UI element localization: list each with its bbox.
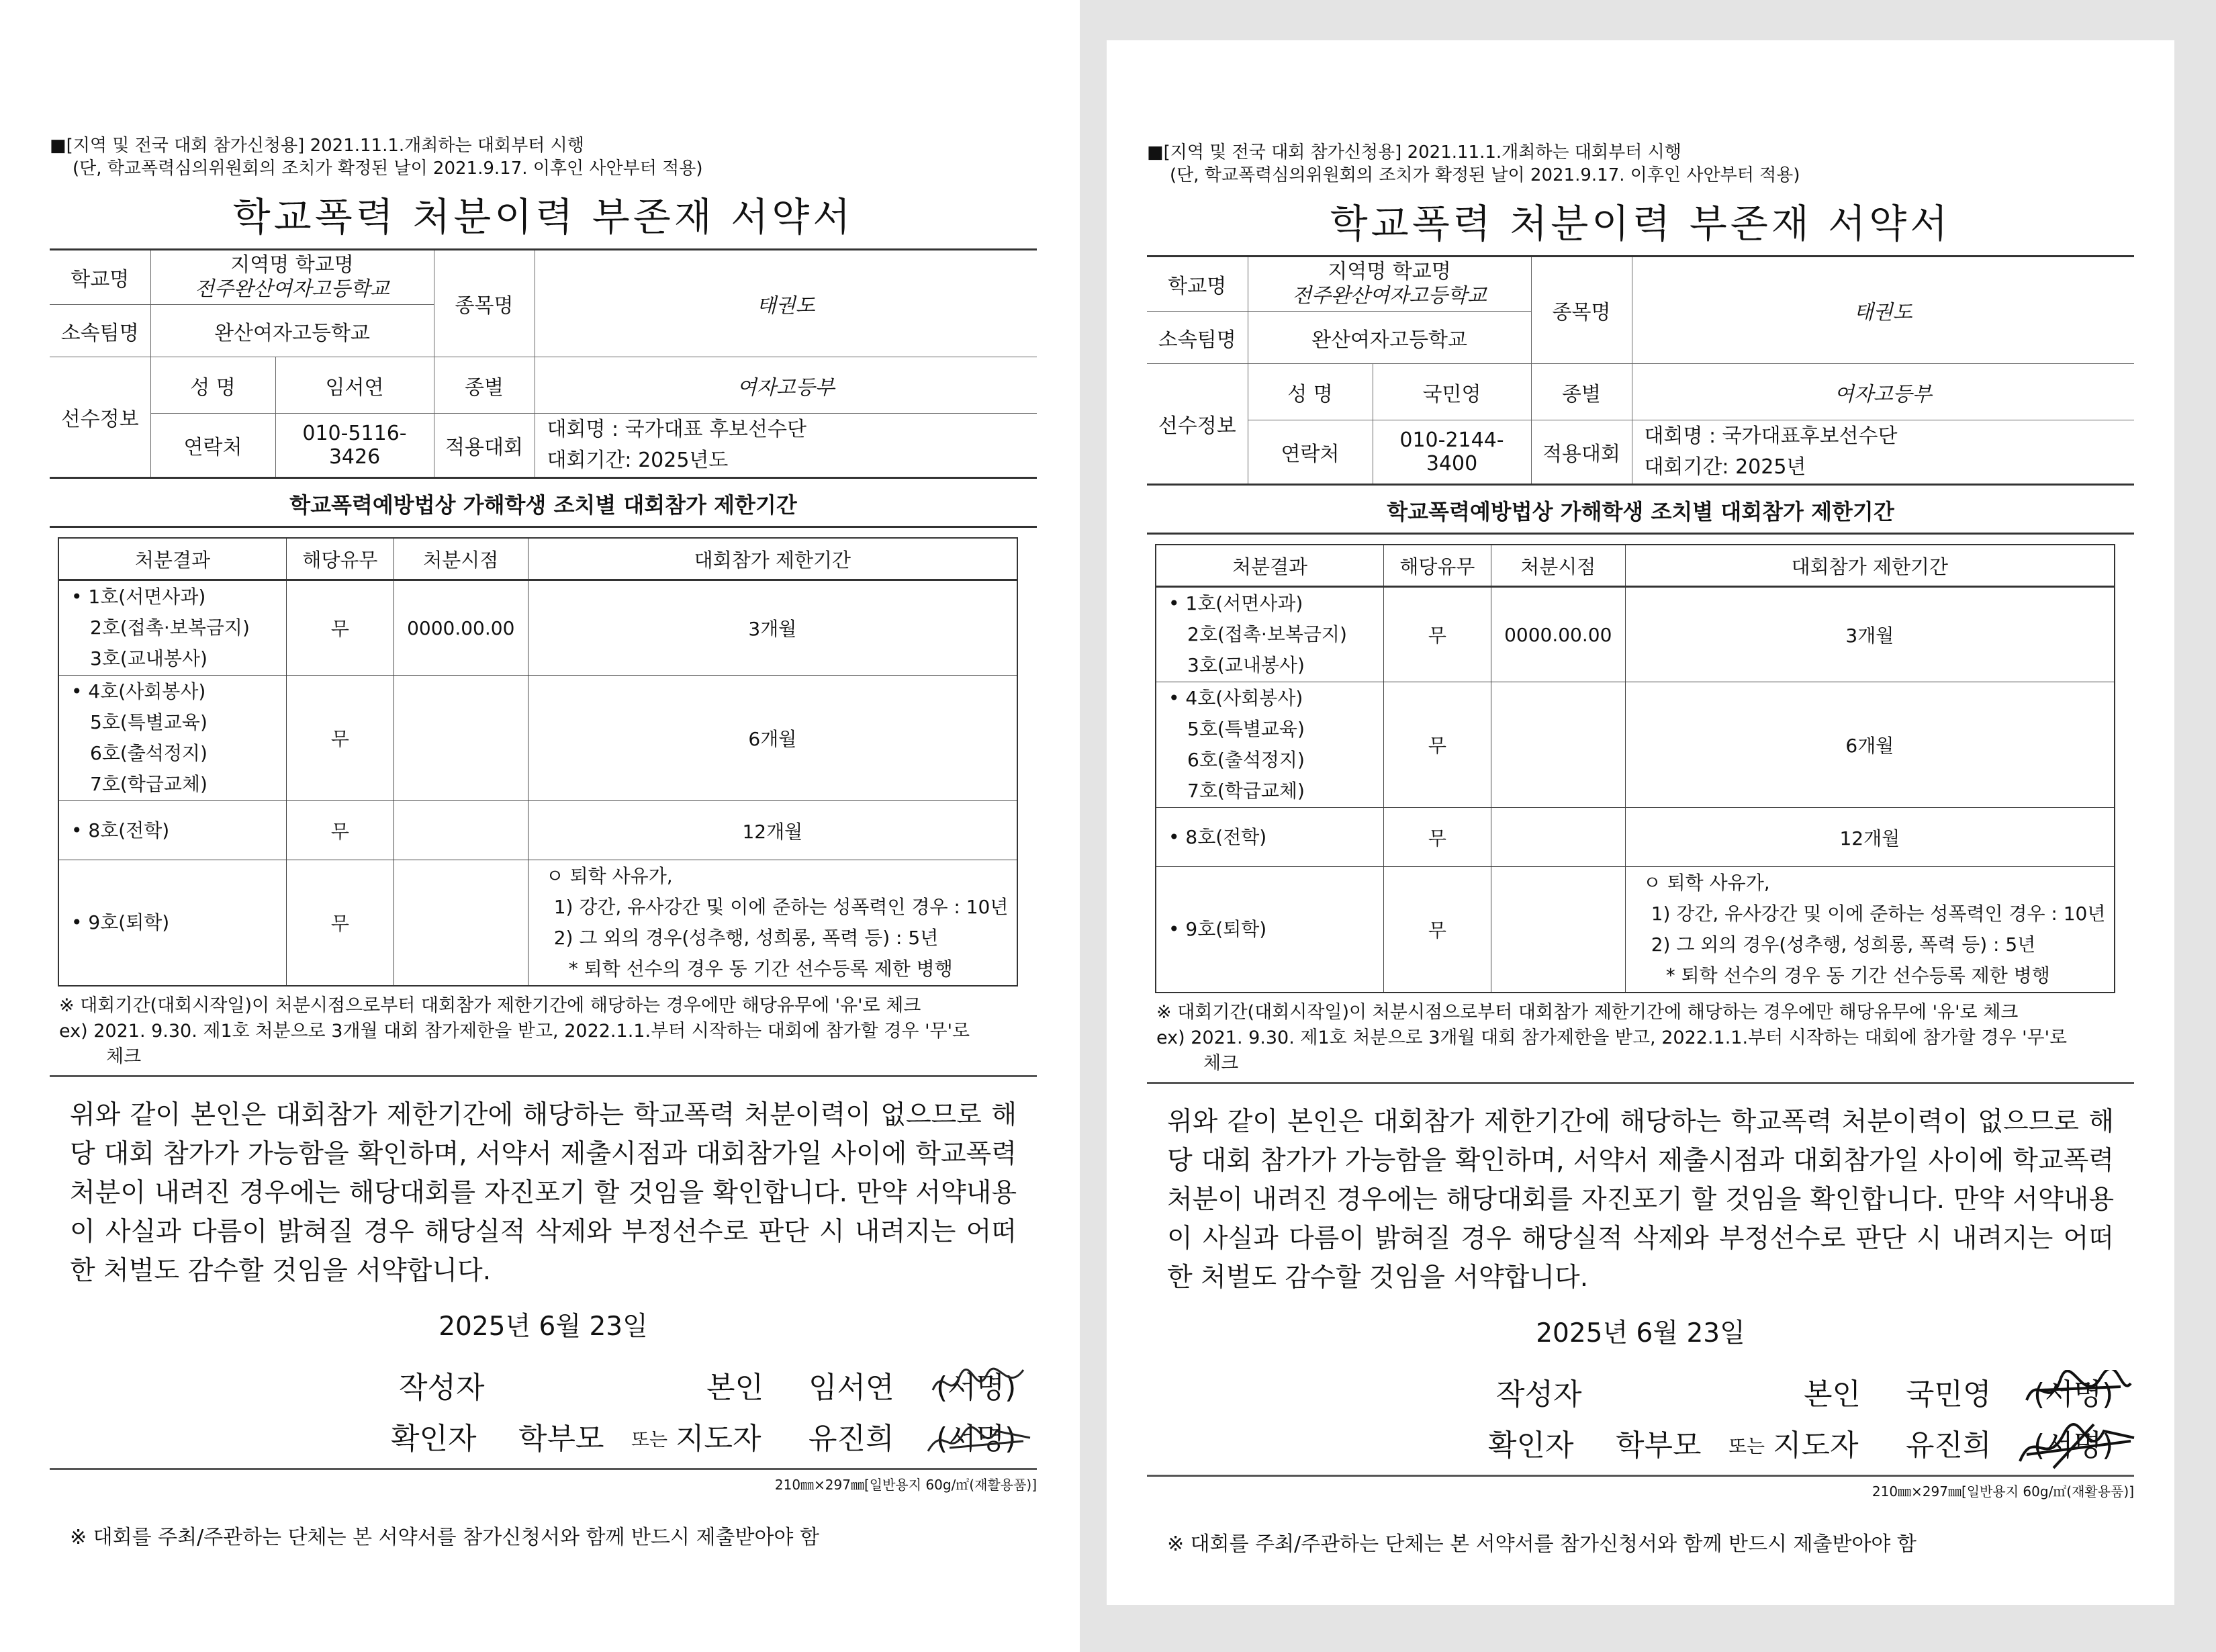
writer-name: 국민영 [1906, 1377, 1992, 1412]
competition-name: 대회명 : 국가대표 후보선수단 [547, 418, 806, 441]
notice-line-1: ■[지역 및 전국 대회 참가신청용] 2021.11.1.개최하는 대회부터 시행 [50, 136, 584, 156]
restriction-line: * 퇴학 선수의 경우 동 기간 선수등록 제한 병행 [1665, 964, 2050, 986]
divider [50, 526, 1037, 528]
disposition-date [394, 801, 528, 860]
applicable-value: 무 [287, 580, 394, 676]
restriction-line: 1) 강간, 유사강간 및 이에 준하는 성폭력인 경우 : 10년 [1651, 903, 2106, 925]
disposition-line: • 4호(사회봉사) [1168, 687, 1303, 709]
writer-sign-label: (서명) [936, 1371, 1017, 1405]
signature-icon [929, 1363, 1030, 1404]
disposition-date [394, 860, 528, 986]
restriction-value: 3개월 [528, 580, 1017, 676]
or-label: 또는 [1728, 1435, 1765, 1457]
player-info-label: 선수정보 [1147, 364, 1248, 485]
self-label: 본인 [1804, 1377, 1861, 1412]
footnote-line: ※ 대회기간(대회시작일)이 처분시점으로부터 대회참가 제한기간에 해당하는 경우에만 해당유무에 '유'로 체크 [59, 995, 921, 1016]
table-row [1156, 867, 2115, 993]
divider [1147, 533, 2134, 535]
penalty-table [58, 537, 1018, 986]
disposition-line: 2호(접촉·보복금지) [90, 616, 250, 639]
pledge-text: 위와 같이 본인은 대회참가 제한기간에 해당하는 학교폭력 처분이력이 없으므로 해당 대회 참가가 가능함을 확인하며, 서약서 제출시점과 대회참가일 사이에 학교폭력 처분이 내려진 경우에는 해당대회를 자진포기 할 것임을 확인합니다. 만약 서약내용이 사실과 다름이 밝혀질 경우 해당실적 삭제와 부정선수로 판단 시 내려지는 어떠한 처벌도 감수할 것임을 서약합니다. [70, 1100, 1017, 1286]
header-date: 처분시점 [1491, 545, 1625, 587]
confirmer-row [50, 1414, 1037, 1461]
disposition-date [1491, 867, 1625, 993]
disposition-cell [1156, 587, 1384, 682]
header-restriction: 대회참가 제한기간 [528, 538, 1017, 580]
disposition-line: • 1호(서면사과) [71, 586, 206, 608]
contact-value: 010-2144-3400 [1373, 420, 1531, 485]
school-name: 전주완산여자고등학교 [1292, 284, 1487, 308]
disposition-line: • 8호(전학) [1168, 825, 1267, 848]
sport-label: 종목명 [434, 250, 535, 357]
competition-cell [1632, 420, 2134, 485]
confirmer-name: 유진희 [1906, 1428, 1992, 1463]
footnote-line: 체크 [1203, 1053, 1239, 1074]
form-title: 학교폭력 처분이력 부존재 서약서 [232, 194, 854, 240]
disposition-line: 6호(출석정지) [1187, 749, 1305, 771]
confirmer-row [1147, 1421, 2134, 1468]
confirmer-label: 확인자 [1488, 1428, 1574, 1463]
team-name: 완산여자고등학교 [1248, 312, 1531, 364]
name-label: 성 명 [150, 357, 275, 414]
footnote-line: ex) 2021. 9.30. 제1호 처분으로 3개월 대회 참가제한을 받고, 2022.1.1.부터 시작하는 대회에 참가할 경우 '무'로 [59, 1021, 970, 1042]
coach-label: 지도자 [1773, 1428, 1859, 1463]
applicable-value: 무 [1384, 682, 1491, 808]
restriction-value: 12개월 [528, 801, 1017, 860]
disposition-cell [58, 801, 287, 860]
team-name: 완산여자고등학교 [150, 305, 434, 357]
writer-name: 임서연 [809, 1371, 894, 1405]
sport-label: 종목명 [1531, 257, 1632, 364]
section-title: 학교폭력예방법상 가해학생 조치별 대회참가 제한기간 [1387, 499, 1894, 524]
bottom-note: ※ 대회를 주최/주관하는 단체는 본 서약서를 참가신청서와 함께 반드시 제출받아야 함 [70, 1526, 819, 1549]
school-cell [1248, 257, 1531, 312]
disposition-date [394, 676, 528, 801]
footnote-line: ※ 대회기간(대회시작일)이 처분시점으로부터 대회참가 제한기간에 해당하는 경우에만 해당유무에 '유'로 체크 [1156, 1002, 2019, 1023]
header-disposition: 처분결과 [58, 538, 287, 580]
disposition-line: • 9호(퇴학) [1168, 918, 1267, 940]
footnote-line: 체크 [106, 1046, 142, 1067]
info-table [1147, 255, 2134, 486]
restriction-value: 12개월 [1625, 808, 2115, 867]
team-label: 소속팀명 [50, 305, 150, 357]
paper-spec: 210㎜×297㎜[일반용지 60g/㎡(재활용품)] [1147, 1475, 2134, 1500]
footnote-line: ex) 2021. 9.30. 제1호 처분으로 3개월 대회 참가제한을 받고, 2022.1.1.부터 시작하는 대회에 참가할 경우 '무'로 [1156, 1027, 2068, 1048]
form-content [1147, 141, 2134, 1557]
applicable-value: 무 [1384, 808, 1491, 867]
applicable-value: 무 [287, 676, 394, 801]
player-name: 국민영 [1373, 364, 1531, 420]
info-table [50, 248, 1037, 479]
sport-value: 태권도 [535, 250, 1037, 357]
writer-label: 작성자 [1496, 1377, 1582, 1412]
signature-icon [923, 1418, 1037, 1461]
disposition-cell [1156, 682, 1384, 808]
disposition-line: 7호(학급교체) [90, 773, 207, 795]
writer-label: 작성자 [399, 1371, 485, 1405]
category-value: 여자고등부 [535, 357, 1037, 414]
pledge-date: 2025년 6월 23일 [438, 1312, 648, 1342]
school-label: 학교명 [50, 250, 150, 305]
confirmer-sign-label: (서명) [936, 1422, 1017, 1456]
writer-row [50, 1363, 1037, 1410]
school-name: 전주완산여자고등학교 [195, 277, 389, 301]
disposition-line: 7호(학급교체) [1187, 780, 1305, 802]
table-row [1156, 587, 2115, 682]
pledge-text: 위와 같이 본인은 대회참가 제한기간에 해당하는 학교폭력 처분이력이 없으므로 해당 대회 참가가 가능함을 확인하며, 서약서 제출시점과 대회참가일 사이에 학교폭력 처분이 내려진 경우에는 해당대회를 자진포기 할 것임을 확인합니다. 만약 서약내용이 사실과 다름이 밝혀질 경우 해당실적 삭제와 부정선수로 판단 시 내려지는 어떠한 처벌도 감수할 것임을 서약합니다. [1167, 1107, 2114, 1293]
signature-icon [2013, 1421, 2141, 1471]
header-applicable: 해당유무 [287, 538, 394, 580]
header-applicable: 해당유무 [1384, 545, 1491, 587]
category-label: 종별 [1531, 364, 1632, 420]
disposition-line: 2호(접촉·보복금지) [1187, 623, 1347, 645]
table-row [58, 580, 1017, 676]
table-row [1156, 808, 2115, 867]
disposition-cell [1156, 808, 1384, 867]
pledge-form-left [0, 0, 1080, 1652]
restriction-line: ㅇ 퇴학 사유가, [1643, 872, 1770, 894]
disposition-line: 3호(교내봉사) [1187, 654, 1305, 676]
competition-cell [535, 414, 1037, 478]
disposition-line: 3호(교내봉사) [90, 647, 207, 670]
bottom-note: ※ 대회를 주최/주관하는 단체는 본 서약서를 참가신청서와 함께 반드시 제출받아야 함 [1167, 1532, 1917, 1556]
disposition-line: • 9호(퇴학) [71, 911, 170, 933]
disposition-cell [58, 860, 287, 986]
disposition-line: • 8호(전학) [71, 819, 170, 841]
disposition-cell [58, 676, 287, 801]
restriction-cell [528, 860, 1017, 986]
competition-name: 대회명 : 국가대표후보선수단 [1644, 424, 1898, 448]
coach-label: 지도자 [676, 1422, 761, 1456]
pledge-date: 2025년 6월 23일 [1536, 1318, 1745, 1348]
school-region-label: 지역명 학교명 [1328, 260, 1451, 283]
divider [1147, 1082, 2134, 1084]
contact-label: 연락처 [150, 414, 275, 478]
pledge-form-right [1107, 40, 2174, 1605]
applied-label: 적용대회 [1531, 420, 1632, 485]
disposition-line: 5호(특별교육) [90, 711, 207, 733]
header-disposition: 처분결과 [1156, 545, 1384, 587]
applicable-value: 무 [1384, 867, 1491, 993]
category-label: 종별 [434, 357, 535, 414]
table-row [58, 801, 1017, 860]
footnote [1156, 1000, 2134, 1076]
signature-icon [2020, 1370, 2134, 1414]
school-cell [150, 250, 434, 305]
competition-period: 대회기간: 2025년 [1644, 455, 1806, 479]
disposition-cell [1156, 867, 1384, 993]
header-restriction: 대회참가 제한기간 [1625, 545, 2115, 587]
header-date: 처분시점 [394, 538, 528, 580]
restriction-line: 2) 그 외의 경우(성추행, 성희롱, 폭력 등) : 5년 [1651, 933, 2036, 956]
parent-label: 학부모 [518, 1422, 604, 1456]
table-row [58, 860, 1017, 986]
table-row [1156, 682, 2115, 808]
confirmer-label: 확인자 [391, 1422, 477, 1456]
school-region-label: 지역명 학교명 [230, 253, 354, 277]
parent-label: 학부모 [1616, 1428, 1702, 1463]
footnote [59, 993, 1037, 1070]
restriction-line: * 퇴학 선수의 경우 동 기간 선수등록 제한 병행 [568, 958, 953, 980]
restriction-cell [1625, 867, 2115, 993]
restriction-line: ㅇ 퇴학 사유가, [545, 865, 673, 887]
form-title: 학교폭력 처분이력 부존재 서약서 [1330, 201, 1951, 246]
disposition-date: 0000.00.00 [394, 580, 528, 676]
writer-row [1147, 1370, 2134, 1417]
penalty-table [1155, 544, 2115, 993]
contact-label: 연락처 [1248, 420, 1373, 485]
school-label: 학교명 [1147, 257, 1248, 312]
disposition-cell [58, 580, 287, 676]
disposition-line: 5호(특별교육) [1187, 718, 1305, 740]
restriction-line: 1) 강간, 유사강간 및 이에 준하는 성폭력인 경우 : 10년 [553, 896, 1009, 918]
disposition-line: 6호(출석정지) [90, 742, 207, 764]
divider [50, 1075, 1037, 1077]
self-label: 본인 [706, 1371, 764, 1405]
form-content [50, 134, 1037, 1550]
applied-label: 적용대회 [434, 414, 535, 478]
player-name: 임서연 [275, 357, 434, 414]
applicable-value: 무 [1384, 587, 1491, 682]
disposition-date: 0000.00.00 [1491, 587, 1625, 682]
table-row [58, 676, 1017, 801]
notice-line-1: ■[지역 및 전국 대회 참가신청용] 2021.11.1.개최하는 대회부터 시행 [1147, 142, 1681, 163]
disposition-date [1491, 808, 1625, 867]
applicable-value: 무 [287, 801, 394, 860]
disposition-date [1491, 682, 1625, 808]
restriction-value: 3개월 [1625, 587, 2115, 682]
notice-line-2: (단, 학교폭력심의위원회의 조치가 확정된 날이 2021.9.17. 이후인 사안부터 적용) [1170, 165, 1800, 185]
or-label: 또는 [631, 1428, 668, 1451]
restriction-line: 2) 그 외의 경우(성추행, 성희롱, 폭력 등) : 5년 [553, 927, 939, 949]
confirmer-sign-label: (서명) [2033, 1428, 2114, 1463]
competition-period: 대회기간: 2025년도 [547, 449, 729, 472]
sport-value: 태권도 [1632, 257, 2134, 364]
section-title: 학교폭력예방법상 가해학생 조치별 대회참가 제한기간 [289, 492, 797, 518]
team-label: 소속팀명 [1147, 312, 1248, 364]
disposition-line: • 4호(사회봉사) [71, 680, 206, 702]
confirmer-name: 유진희 [809, 1422, 894, 1456]
disposition-line: • 1호(서면사과) [1168, 592, 1303, 614]
category-value: 여자고등부 [1632, 364, 2134, 420]
writer-sign-label: (서명) [2033, 1377, 2114, 1412]
paper-spec: 210㎜×297㎜[일반용지 60g/㎡(재활용품)] [50, 1468, 1037, 1494]
restriction-value: 6개월 [1625, 682, 2115, 808]
restriction-value: 6개월 [528, 676, 1017, 801]
applicable-value: 무 [287, 860, 394, 986]
contact-value: 010-5116-3426 [275, 414, 434, 478]
notice-line-2: (단, 학교폭력심의위원회의 조치가 확정된 날이 2021.9.17. 이후인 사안부터 적용) [73, 158, 703, 179]
player-info-label: 선수정보 [50, 357, 150, 478]
name-label: 성 명 [1248, 364, 1373, 420]
